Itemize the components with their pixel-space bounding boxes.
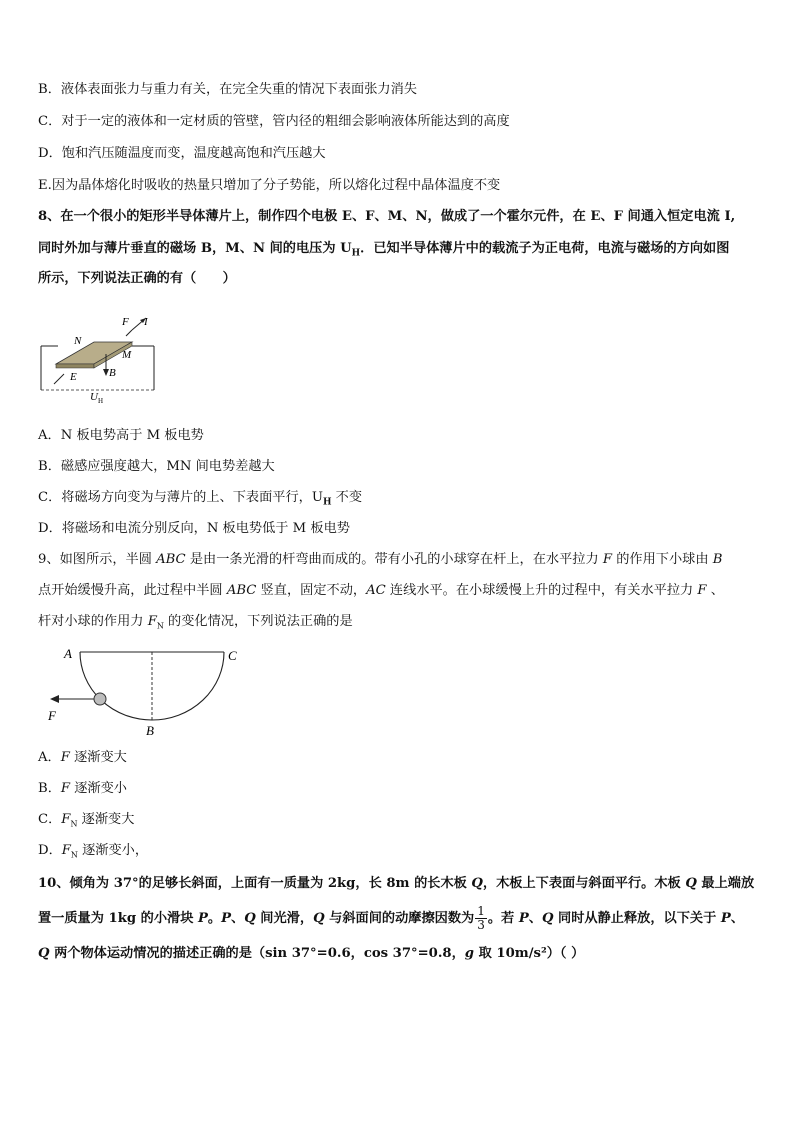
label-i: I: [144, 316, 148, 328]
label-b: B: [146, 723, 154, 738]
q10-stem-line1: 10、倾角为 37°的足够长斜面，上面有一质量为 2kg，长 8m 的长木板 Q，木板上下表面与斜面平行。木板 Q 最上端放: [38, 876, 755, 891]
hall-element-figure: [36, 308, 160, 406]
q9-option-c: C．$F_N$ 逐渐变大: [38, 812, 135, 829]
q8-option-c: C．将磁场方向变为与薄片的上、下表面平行，$U_H$ 不变: [38, 490, 363, 508]
label-f: F: [122, 316, 129, 328]
q7-option-d: D．饱和汽压随温度而变，温度越高饱和汽压越大: [38, 146, 326, 161]
q9-option-d: D．$F_N$ 逐渐变小，: [38, 843, 149, 860]
q8-stem-line1: 8、在一个很小的矩形半导体薄片上，制作四个电极 E、F、M、N，做成了一个霍尔元件，在 E、F 间通入恒定电流 I,: [38, 209, 736, 224]
label-a: A: [64, 646, 72, 661]
semicircle-figure: [40, 642, 250, 738]
label-u: U: [90, 391, 98, 403]
label-m: M: [122, 349, 132, 361]
q9-stem-line1: 9、如图所示，半圆 ABC 是由一条光滑的杆弯曲而成的。带有小孔的小球穿在杆上，在水平拉力 F 的作用下小球由 B: [38, 552, 723, 567]
q7-option-e: E.因为晶体熔化时吸收的热量只增加了分子势能，所以熔化过程中晶体温度不变: [38, 178, 501, 193]
label-c: C: [228, 648, 237, 663]
q10-stem-line2: 置一质量为 1kg 的小滑块 P。P、Q 间光滑，Q 与斜面间的动摩擦因数为 $\frac{1}{3}$ 。若 P、Q 同时从静止释放，以下关于 P、: [38, 904, 744, 932]
q8-option-d: D．将磁场和电流分别反向，N 板电势低于 M 板电势: [38, 521, 350, 536]
q9-stem-line2: 点开始缓慢升高，此过程中半圆 ABC 竖直，固定不动，AC 连线水平。在小球缓慢上升的过程中，有关水平拉力 F 、: [38, 583, 724, 598]
q9-stem-line3: 杆对小球的作用力 $F_N$ 的变化情况，下列说法正确的是: [38, 614, 353, 631]
q8-stem-line3: 所示，下列说法正确的有（ ）: [38, 271, 236, 286]
q10-stem-line3: Q 两个物体运动情况的描述正确的是（sin 37°=0.6，cos 37°=0.8，g 取 10m/s²）（ ）: [38, 946, 585, 961]
label-b: B: [109, 367, 116, 379]
label-e: E: [70, 371, 77, 383]
q7-option-c: C．对于一定的液体和一定材质的管壁，管内径的粗细会影响液体所能达到的高度: [38, 114, 510, 129]
fraction-one-third: $\frac{1}{3}$: [477, 904, 485, 932]
q9-option-a: A．F 逐渐变大: [38, 750, 127, 765]
label-n: N: [74, 335, 82, 347]
q7-option-b: B．液体表面张力与重力有关，在完全失重的情况下表面张力消失: [38, 82, 417, 97]
q8-stem-line2: 同时外加与薄片垂直的磁场 B，M、N 间的电压为 $U_H$．已知半导体薄片中的载流子为正电荷，电流与磁场的方向如图: [38, 241, 730, 259]
q9-option-b: B．F 逐渐变小: [38, 781, 127, 796]
label-u-sub: H: [98, 397, 104, 405]
q8-option-b: B．磁感应强度越大，MN 间电势差越大: [38, 459, 275, 474]
label-f: F: [48, 708, 56, 723]
q8-option-a: A．N 板电势高于 M 板电势: [38, 428, 204, 443]
